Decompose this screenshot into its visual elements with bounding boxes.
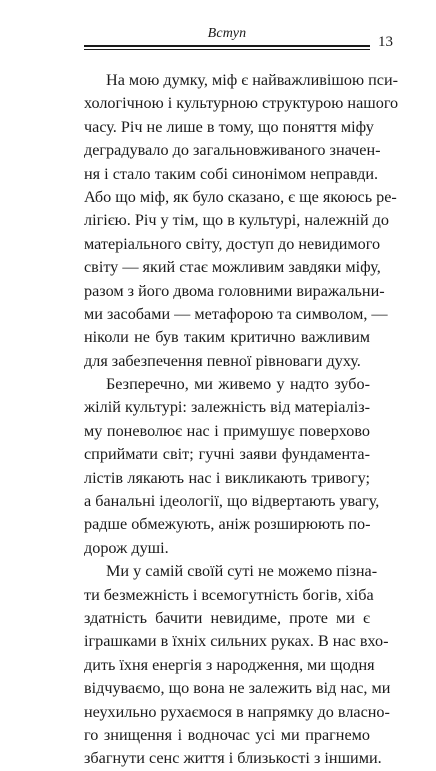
header-rule-thick bbox=[84, 45, 370, 47]
text-line: відчуваємо, що вона не залежить від нас, ми bbox=[84, 679, 391, 698]
text-line: разом з його двома головними виражальни- bbox=[84, 281, 385, 300]
text-line: здатність бачити невидиме, проте ми є bbox=[84, 608, 370, 627]
text-line: ми засобами — метафорою та символом, — bbox=[84, 304, 388, 323]
text-line: для забезпечення певної рівноваги духу. bbox=[84, 351, 361, 370]
text-line: дорож душі. bbox=[84, 538, 169, 557]
page-number: 13 bbox=[378, 34, 393, 50]
header-rule-thin bbox=[84, 49, 370, 50]
text-line: хологічною і культурною структурою нашого bbox=[84, 94, 399, 113]
text-line: жілій культурі: залежність від матеріаліз- bbox=[84, 398, 370, 417]
text-line: неухильно рухаємося в напрямку до власно- bbox=[84, 702, 390, 721]
text-line: го знищення і водночас усі ми прагнемо bbox=[84, 725, 370, 744]
paragraph-3 bbox=[84, 560, 391, 771]
body-text bbox=[84, 69, 399, 771]
paragraph-1 bbox=[84, 69, 399, 373]
text-line: деградувало до загальновживаного значен- bbox=[84, 141, 381, 160]
text-line: Ми у самій своїй суті не можемо пізна- bbox=[106, 562, 378, 581]
text-line: світу — який стає можливим завдяки міфу, bbox=[84, 258, 381, 277]
text-line: часу. Річ не лише в тому, що поняття міфу bbox=[84, 117, 374, 136]
paragraph-2 bbox=[84, 373, 380, 560]
running-header bbox=[84, 26, 370, 50]
text-line: радше обмежують, аніж розширюють по- bbox=[84, 515, 371, 534]
text-line: ня і стало таким собі синонімом неправди. bbox=[84, 164, 379, 183]
text-line: дить їхня енергія з народження, ми щодня bbox=[84, 655, 375, 674]
text-line: му поневолює нас і примушує поверхово bbox=[84, 421, 370, 440]
text-line: лістів лякають нас і викликають тривогу; bbox=[84, 468, 370, 487]
section-title: Вступ bbox=[207, 26, 247, 41]
text-line: На мою думку, міф є найважливішою пси- bbox=[106, 71, 399, 89]
text-line: Безперечно, ми живемо у надто зубо- bbox=[106, 375, 370, 394]
text-line: збагнути сенс життя і близькості з іншими. bbox=[84, 749, 382, 768]
text-line: сприймати світ; гучні заяви фундамента- bbox=[84, 445, 370, 464]
text-line: ніколи не був таким критично важливим bbox=[84, 328, 370, 347]
text-line: іграшками в їхніх сильних руках. В нас вхо- bbox=[84, 632, 389, 651]
text-line: а банальні ідеології, що відвертають увагу, bbox=[84, 492, 380, 511]
text-line: ти безмежність і всемогутність богів, хіба bbox=[84, 585, 374, 604]
text-line: Або що міф, як було сказано, є ще якоюсь ре- bbox=[84, 187, 397, 206]
text-line: матеріального світу, доступ до невидимого bbox=[84, 234, 381, 253]
text-line: лігією. Річ у тім, що в культурі, належній до bbox=[84, 211, 390, 230]
